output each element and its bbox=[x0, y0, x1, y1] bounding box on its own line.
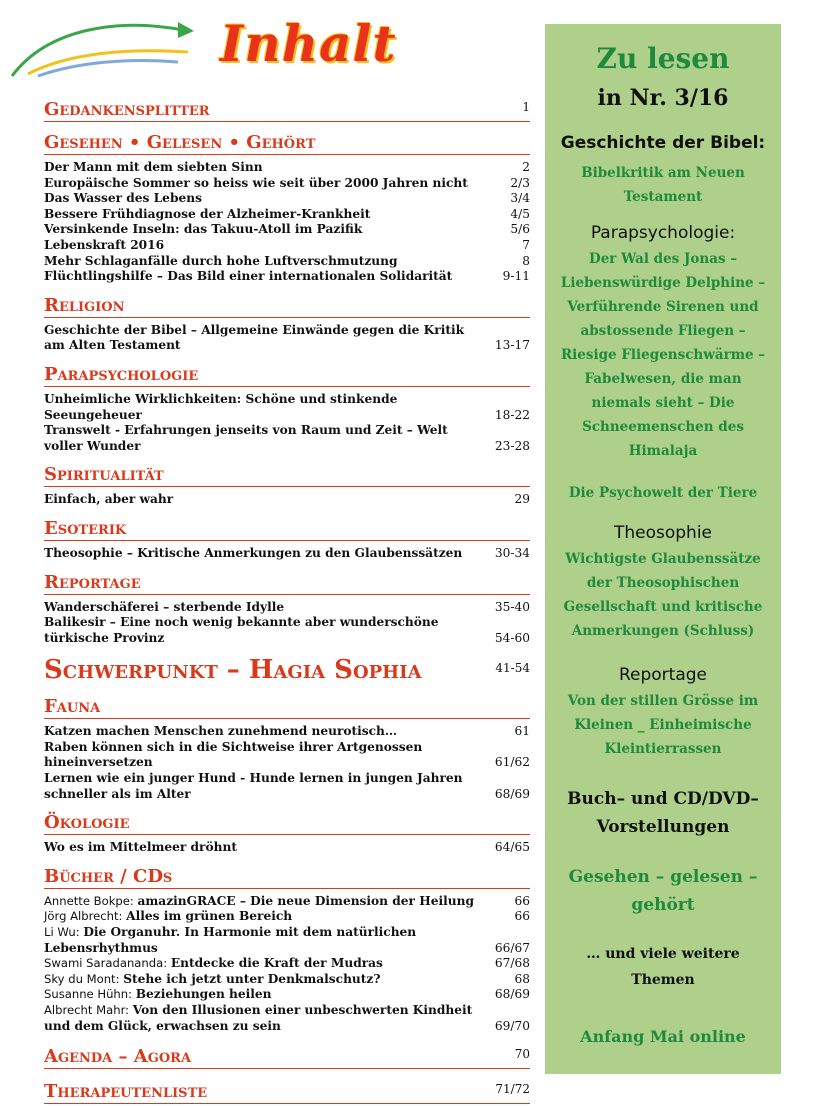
entry-title: Unheimliche Wirklichkeiten: Schöne und stinkende Seeungeheuer bbox=[44, 391, 398, 422]
section-heading-label: Esoterik bbox=[44, 517, 127, 539]
entry-author: Jörg Albrecht: bbox=[44, 909, 127, 924]
entry-page: 2 bbox=[522, 160, 530, 174]
entry-page: 13-17 bbox=[494, 338, 530, 353]
section-page: 70 bbox=[514, 1047, 530, 1062]
entry-text bbox=[44, 392, 487, 423]
entry-page: 18-22 bbox=[494, 407, 530, 422]
toc-entry[interactable] bbox=[44, 207, 530, 223]
sidebar-topic-theosophie: Theosophie bbox=[613, 523, 713, 543]
entry-page: 66 bbox=[514, 893, 530, 908]
toc-entry[interactable] bbox=[44, 269, 530, 285]
entry-page: 4/5 bbox=[510, 206, 530, 221]
entry-title: Mehr Schlaganfälle durch hohe Luftverschmutzung bbox=[44, 253, 398, 268]
page-title: Inhalt bbox=[220, 14, 397, 73]
toc-section bbox=[44, 652, 530, 686]
toc-section bbox=[44, 811, 530, 856]
entry-title: Theosophie – Kritische Anmerkungen zu den Glaubenssätzen bbox=[44, 545, 463, 560]
toc-entry[interactable] bbox=[44, 925, 530, 956]
section-heading-label: Fauna bbox=[44, 696, 101, 718]
entry-title: Einfach, aber wahr bbox=[44, 492, 174, 507]
entry-text bbox=[44, 956, 487, 972]
section-heading-label: Schwerpunkt – Hagia Sophia bbox=[44, 655, 422, 686]
toc-section bbox=[44, 463, 530, 508]
sidebar-topic-psychowelt: Die Psychowelt der Tiere bbox=[568, 485, 758, 501]
toc-entry[interactable] bbox=[44, 323, 530, 354]
entry-text bbox=[44, 987, 487, 1003]
entry-page: 3/4 bbox=[510, 191, 530, 206]
table-of-contents bbox=[44, 96, 530, 1104]
entry-author: Susanne Hühn: bbox=[44, 987, 136, 1002]
section-heading-label: Therapeutenliste bbox=[44, 1081, 208, 1103]
toc-section bbox=[44, 363, 530, 454]
section-page: 1 bbox=[522, 100, 530, 114]
entry-text bbox=[44, 423, 487, 454]
sidebar-topic-theosophie-desc: Wichtigste Glaubenssätze der Theosophischen Gesellschaft und kritische Anmerkungen (Schluss) bbox=[563, 551, 763, 639]
toc-entry[interactable] bbox=[44, 909, 530, 925]
section-heading-label: Gesehen • Gelesen • Gehört bbox=[44, 132, 316, 153]
toc-entry[interactable] bbox=[44, 724, 530, 740]
entry-text bbox=[44, 724, 506, 740]
toc-section bbox=[44, 695, 530, 802]
entry-author: Li Wu: bbox=[44, 925, 84, 940]
entry-list bbox=[44, 155, 530, 285]
toc-entry[interactable] bbox=[44, 956, 530, 972]
toc-section bbox=[44, 1043, 530, 1069]
toc-entry[interactable] bbox=[44, 771, 530, 802]
section-heading bbox=[44, 652, 530, 686]
section-heading bbox=[44, 1078, 530, 1104]
entry-page: 61 bbox=[514, 724, 530, 739]
entry-list bbox=[44, 835, 530, 856]
sidebar-issue: in Nr. 3/16 bbox=[597, 85, 729, 111]
entry-title: Flüchtlingshilfe – Das Bild einer internationalen Solidarität bbox=[44, 269, 453, 284]
entry-text bbox=[44, 222, 502, 238]
sidebar-heading: Zu lesen bbox=[596, 42, 730, 75]
section-heading bbox=[44, 865, 530, 889]
entry-page: 9-11 bbox=[502, 269, 530, 284]
entry-text bbox=[44, 615, 487, 646]
swoosh-logo-icon bbox=[8, 18, 208, 78]
entry-text bbox=[44, 840, 487, 856]
sidebar-weitere-themen: … und viele weitere Themen bbox=[586, 946, 740, 988]
entry-title: Der Mann mit dem siebten Sinn bbox=[44, 160, 263, 174]
entry-list bbox=[44, 541, 530, 562]
entry-title: Beziehungen heilen bbox=[135, 987, 272, 1002]
section-heading bbox=[44, 811, 530, 835]
entry-page: 2/3 bbox=[510, 175, 530, 190]
sidebar-topic-reportage-desc: Von der stillen Grösse im Kleinen _ Einheimische Kleintierrassen bbox=[567, 693, 759, 757]
entry-text bbox=[44, 925, 487, 956]
entry-text bbox=[44, 909, 506, 925]
section-page: 71/72 bbox=[495, 1082, 530, 1097]
entry-page: 30-34 bbox=[494, 545, 530, 560]
entry-title: Transwelt - Erfahrungen jenseits von Raum und Zeit – Welt voller Wunder bbox=[44, 423, 448, 453]
toc-entry[interactable] bbox=[44, 987, 530, 1003]
section-heading-label: Agenda – Agora bbox=[44, 1046, 192, 1068]
toc-section bbox=[44, 1078, 530, 1104]
toc-entry[interactable] bbox=[44, 600, 530, 616]
entry-list bbox=[44, 318, 530, 354]
entry-text bbox=[44, 207, 502, 223]
entry-page: 8 bbox=[522, 253, 530, 268]
entry-text bbox=[44, 771, 487, 802]
entry-page: 64/65 bbox=[494, 840, 530, 855]
section-heading-label: Parapsychologie bbox=[44, 363, 199, 385]
entry-page: 67/68 bbox=[494, 956, 530, 971]
section-heading bbox=[44, 96, 530, 122]
entry-text bbox=[44, 176, 502, 192]
entry-title: Alles im grünen Bereich bbox=[126, 909, 293, 924]
toc-section bbox=[44, 294, 530, 354]
entry-author: Annette Bokpe: bbox=[44, 893, 138, 908]
entry-title: Raben können sich in die Sichtweise ihrer Artgenossen hineinversetzen bbox=[44, 739, 423, 770]
entry-text bbox=[44, 600, 487, 616]
entry-list bbox=[44, 719, 530, 802]
section-heading-label: Spiritualität bbox=[44, 464, 164, 486]
entry-text bbox=[44, 1003, 487, 1034]
entry-title: Entdecke die Kraft der Mudras bbox=[170, 956, 383, 971]
toc-section bbox=[44, 96, 530, 122]
entry-title: Lernen wie ein junger Hund - Hunde lernen in jungen Jahren schneller als im Alter bbox=[44, 771, 463, 801]
entry-title: Versinkende Inseln: das Takuu-Atoll im Pazifik bbox=[44, 222, 363, 237]
toc-entry[interactable] bbox=[44, 392, 530, 423]
toc-entry[interactable] bbox=[44, 254, 530, 270]
entry-text bbox=[44, 492, 506, 508]
entry-text bbox=[44, 972, 506, 988]
entry-title: Katzen machen Menschen zunehmend neurotisch… bbox=[44, 724, 398, 739]
entry-text bbox=[44, 254, 514, 270]
entry-text bbox=[44, 323, 487, 354]
section-page: 41-54 bbox=[495, 661, 530, 676]
entry-text bbox=[44, 160, 514, 176]
preview-sidebar bbox=[545, 24, 781, 1074]
sidebar-buch-cd: Buch– und CD/DVD– Vorstellungen bbox=[567, 789, 759, 837]
entry-title: Bessere Frühdiagnose der Alzheimer-Krankheit bbox=[44, 206, 371, 221]
entry-title: Europäische Sommer so heiss wie seit über 2000 Jahren nicht bbox=[44, 175, 468, 190]
entry-page: 68 bbox=[514, 971, 530, 986]
sidebar-online-date: Anfang Mai online bbox=[580, 1027, 746, 1046]
entry-title: Von den Illusionen einer unbeschwerten Kindheit und dem Glück, erwachsen zu sein bbox=[44, 1003, 473, 1033]
entry-text bbox=[44, 238, 514, 254]
entry-title: Wanderschäferei – sterbende Idylle bbox=[44, 599, 285, 614]
entry-page: 68/69 bbox=[494, 786, 530, 801]
toc-entry[interactable] bbox=[44, 740, 530, 771]
entry-title: Wo es im Mittelmeer dröhnt bbox=[44, 840, 237, 855]
section-heading bbox=[44, 1043, 530, 1069]
section-heading bbox=[44, 517, 530, 541]
section-heading bbox=[44, 363, 530, 387]
entry-page: 66/67 bbox=[494, 940, 530, 955]
entry-page: 69/70 bbox=[494, 1018, 530, 1033]
entry-text bbox=[44, 269, 495, 285]
entry-page: 66 bbox=[514, 909, 530, 924]
toc-entry[interactable] bbox=[44, 222, 530, 238]
toc-entry[interactable] bbox=[44, 972, 530, 988]
entry-list bbox=[44, 487, 530, 508]
entry-page: 61/62 bbox=[494, 755, 530, 770]
section-heading bbox=[44, 695, 530, 719]
entry-page: 35-40 bbox=[494, 599, 530, 614]
entry-title: Lebenskraft 2016 bbox=[44, 237, 165, 252]
section-heading bbox=[44, 294, 530, 318]
toc-entry[interactable] bbox=[44, 546, 530, 562]
entry-title: Stehe ich jetzt unter Denkmalschutz? bbox=[123, 971, 381, 986]
toc-entry[interactable] bbox=[44, 840, 530, 856]
entry-author: Albrecht Mahr: bbox=[44, 1003, 133, 1017]
entry-text bbox=[44, 191, 502, 207]
entry-list bbox=[44, 595, 530, 647]
section-heading bbox=[44, 131, 530, 155]
entry-title: Geschichte der Bibel – Allgemeine Einwände gegen die Kritik am Alten Testament bbox=[44, 322, 465, 353]
section-heading-label: Gedankensplitter bbox=[44, 99, 210, 120]
toc-section bbox=[44, 865, 530, 1034]
section-heading bbox=[44, 571, 530, 595]
toc-section bbox=[44, 571, 530, 647]
entry-page: 68/69 bbox=[494, 987, 530, 1002]
entry-title: Das Wasser des Lebens bbox=[44, 191, 202, 206]
toc-entry[interactable] bbox=[44, 894, 530, 910]
toc-entry[interactable] bbox=[44, 423, 530, 454]
toc-section bbox=[44, 517, 530, 562]
section-heading-label: Reportage bbox=[44, 571, 141, 593]
sidebar-topic-bibel: Geschichte der Bibel: bbox=[560, 133, 766, 153]
toc-entry[interactable] bbox=[44, 176, 530, 192]
entry-page: 5/6 bbox=[510, 222, 530, 237]
sidebar-gesehen: Gesehen – gelesen – gehört bbox=[568, 867, 758, 915]
toc-entry[interactable] bbox=[44, 492, 530, 508]
toc-section bbox=[44, 131, 530, 285]
entry-text bbox=[44, 740, 487, 771]
entry-page: 23-28 bbox=[494, 438, 530, 453]
sidebar-topic-parapsychologie: Parapsychologie: bbox=[590, 223, 736, 243]
toc-entry[interactable] bbox=[44, 160, 530, 176]
entry-list bbox=[44, 387, 530, 454]
entry-title: Balikesir – Eine noch wenig bekannte aber wunderschöne türkische Provinz bbox=[44, 615, 439, 645]
entry-title: Die Organuhr. In Harmonie mit dem natürlichen Lebensrhythmus bbox=[44, 925, 417, 955]
toc-entry[interactable] bbox=[44, 238, 530, 254]
section-heading-label: Ökologie bbox=[44, 812, 130, 834]
entry-page: 29 bbox=[514, 492, 530, 507]
sidebar-topic-bibel-desc: Bibelkritik am Neuen Testament bbox=[581, 165, 745, 205]
entry-list bbox=[44, 889, 530, 1034]
section-heading-label: Religion bbox=[44, 294, 125, 316]
section-heading-label: Bücher / CDs bbox=[44, 865, 173, 887]
toc-entry[interactable] bbox=[44, 1003, 530, 1034]
section-heading bbox=[44, 463, 530, 487]
sidebar-topic-reportage: Reportage bbox=[618, 665, 708, 685]
sidebar-topic-parapsychologie-desc: Der Wal des Jonas – Liebenswürdige Delphine – Verführende Sirenen und abstossende Fliegen – Riesige Fliegenschwärme – Fabelwesen, die man niemals sieht – Die Schneemenschen des Himalaja bbox=[560, 251, 766, 459]
entry-page: 7 bbox=[522, 237, 530, 252]
entry-page: 54-60 bbox=[494, 630, 530, 645]
entry-text bbox=[44, 546, 487, 562]
toc-entry[interactable] bbox=[44, 191, 530, 207]
entry-author: Swami Saradananda: bbox=[44, 956, 171, 971]
entry-author: Sky du Mont: bbox=[44, 971, 124, 986]
entry-text bbox=[44, 894, 506, 910]
toc-entry[interactable] bbox=[44, 615, 530, 646]
entry-title: amazinGRACE – Die neue Dimension der Heilung bbox=[137, 893, 474, 908]
